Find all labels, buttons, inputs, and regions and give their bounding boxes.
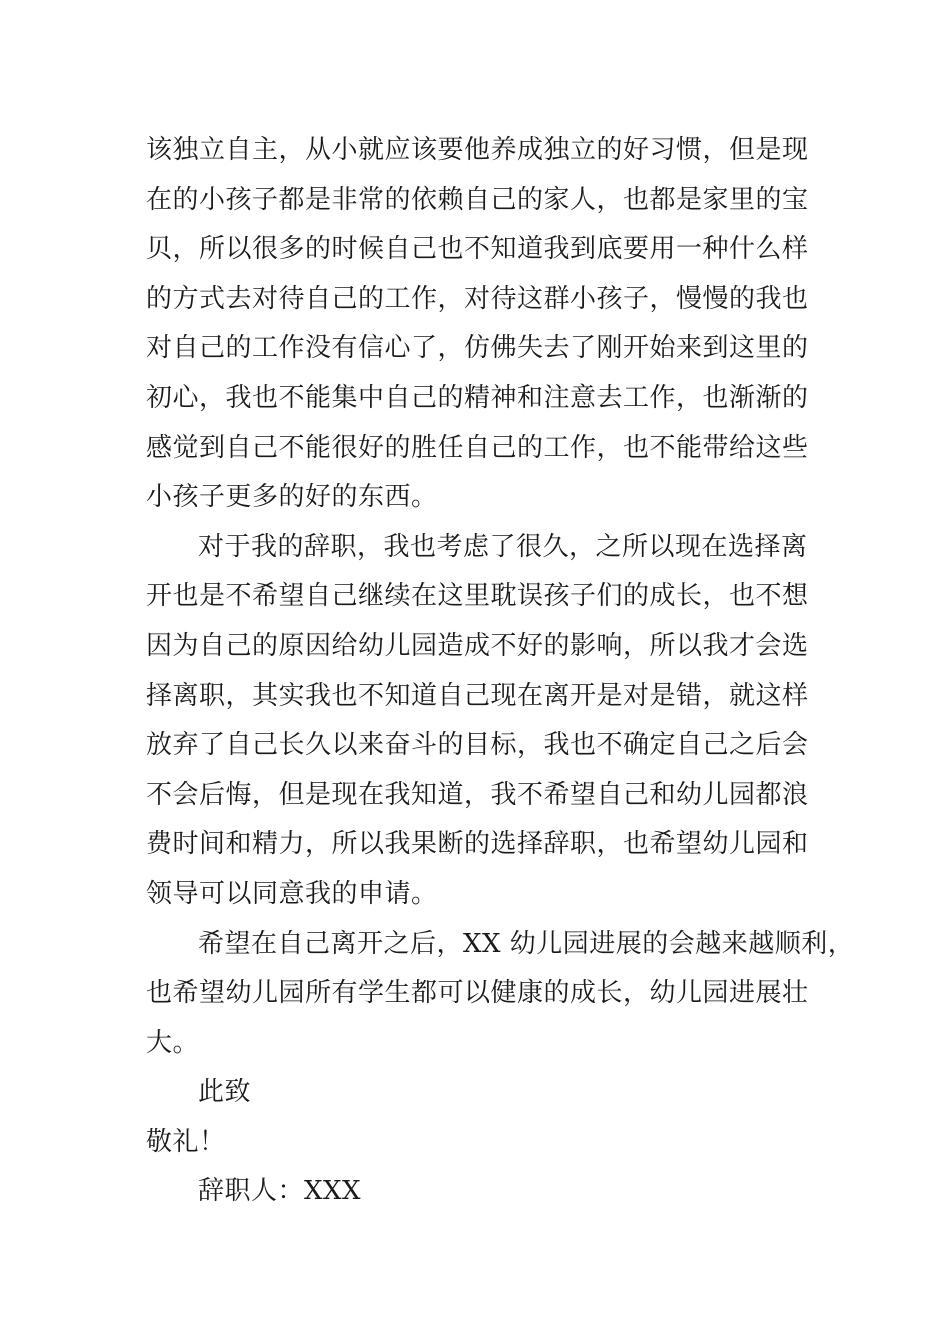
closing-salutation: 此致 <box>198 1077 252 1108</box>
text-line: 领导可以同意我的申请。 <box>146 878 438 909</box>
text-line: 的方式去对待自己的工作，对待这群小孩子，慢慢的我也 <box>146 283 809 314</box>
text-line: 放弃了自己长久以来奋斗的目标，我也不确定自己之后会 <box>146 730 809 761</box>
text-line: 开也是不希望自己继续在这里耽误孩子们的成长，也不想 <box>146 581 809 612</box>
text-line: 大。 <box>146 1027 200 1058</box>
paragraph-start-line: 对于我的辞职，我也考虑了很久，之所以现在选择离 <box>198 531 808 562</box>
text-line: 不会后悔，但是现在我知道，我不希望自己和幼儿园都浪 <box>146 779 809 810</box>
text-line: 初心，我也不能集中自己的精神和注意去工作，也渐渐的 <box>146 382 809 413</box>
text-line: 对自己的工作没有信心了，仿佛失去了刚开始来到这里的 <box>146 333 809 364</box>
closing-regards: 敬礼！ <box>146 1126 226 1157</box>
text-line: 择离职，其实我也不知道自己现在离开是对是错，就这样 <box>146 680 809 711</box>
text-line: 在的小孩子都是非常的依赖自己的家人，也都是家里的宝 <box>146 184 809 215</box>
text-line: 也希望幼儿园所有学生都可以健康的成长，幼儿园进展壮 <box>146 978 809 1009</box>
text-line: 小孩子更多的好的东西。 <box>146 482 438 513</box>
text-line: 感觉到自己不能很好的胜任自己的工作，也不能带给这些 <box>146 432 809 463</box>
paragraph-start-line: 希望在自己离开之后，XX 幼儿园进展的会越来越顺利， <box>198 928 855 959</box>
text-line: 费时间和精力，所以我果断的选择辞职，也希望幼儿园和 <box>146 829 809 860</box>
text-line: 贝，所以很多的时候自己也不知道我到底要用一种什么样 <box>146 234 809 265</box>
signature-line: 辞职人：XXX <box>198 1176 362 1207</box>
letter-body <box>146 126 855 1217</box>
text-line: 该独立自主，从小就应该要他养成独立的好习惯，但是现 <box>146 135 809 165</box>
text-line: 因为自己的原因给幼儿园造成不好的影响，所以我才会选 <box>146 630 809 661</box>
